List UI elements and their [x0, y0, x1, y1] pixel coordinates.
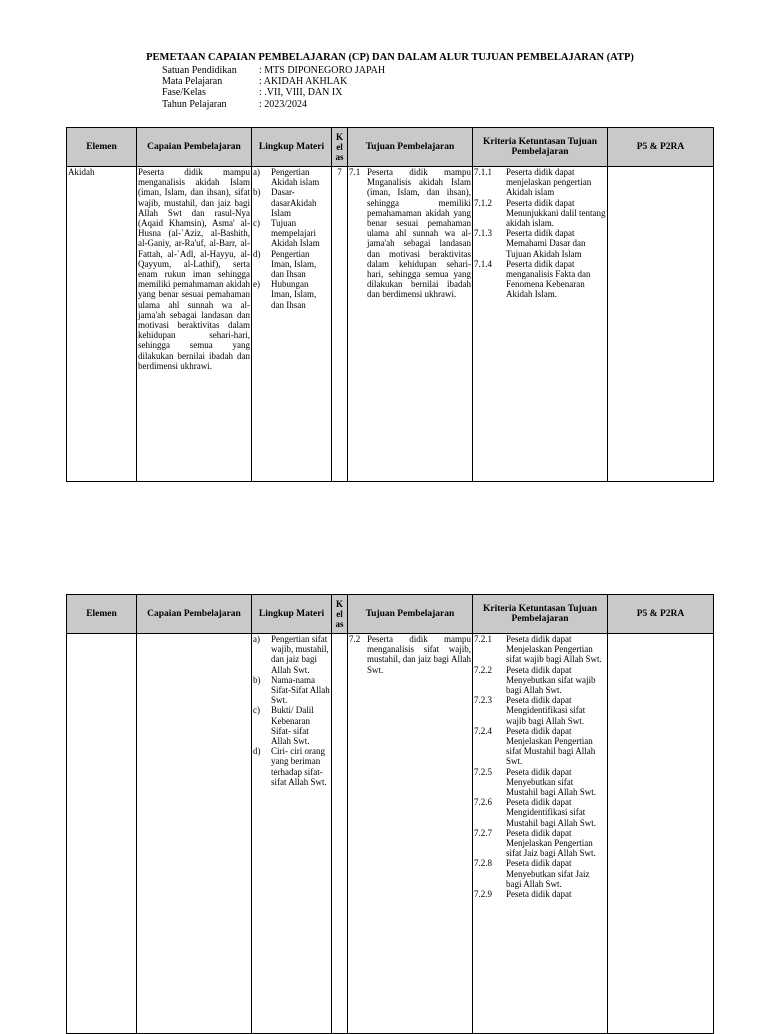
lingkup-cell [252, 167, 332, 482]
list-item [253, 249, 330, 280]
list-item [474, 858, 606, 889]
list-text: Peserta didik mampu menganalisis sifat wajib, mustahil, dan jaiz bagi Allah Swt. [367, 634, 471, 675]
list-text: Peseta didik dapat Menjelaskan Pengertian sifat Jaiz bagi Allah Swt. [506, 827, 596, 859]
list-text: Peseta didik dapat Mengidentifikasi sifat Mustahil bagi Allah Swt. [506, 797, 596, 828]
list-marker: 7.2.7 [474, 827, 492, 838]
header-tujuan: Tujuan Pembelajaran [348, 595, 473, 634]
document-meta [162, 65, 385, 110]
list-text: Peseta didik dapat Menjelaskan Pengertian sifat Mustahil bagi Allah Swt. [506, 725, 596, 767]
header-kriteria: Kriteria Ketuntasan Tujuan Pembelajaran [473, 128, 608, 167]
list-item [474, 167, 606, 198]
list-text: Tujuan mempelajari Akidah Islam [271, 218, 320, 249]
list-item [253, 279, 330, 310]
meta-label: Fase/Kelas [162, 87, 206, 99]
header-kelas: K el as [332, 595, 348, 634]
list-marker: d) [253, 248, 261, 259]
list-marker: d) [253, 746, 261, 757]
meta-value: : .VII, VIII, DAN IX [259, 87, 343, 99]
list-item [253, 746, 330, 787]
list-text: Peserta didik mampu Mnganalisis akidah Islam (iman, Islam, dan ihsan), sehingga memiliki pemahamaman akidah yang benar sesuai pemahaman ulama ahl sunnah wa al-jama'ah sebagai landasan dan motivasi beraktivitas dalam kehidupan sehari-hari, sehingga semua yang dilakukan bernilai ibadah dan berdimensi ukhrawi. [367, 167, 471, 300]
meta-row [162, 65, 385, 76]
kriteria-cell [473, 634, 608, 1034]
meta-value: : AKIDAH AKHLAK [259, 76, 348, 88]
list-marker: 7.2.8 [474, 858, 492, 869]
list-text: Dasar-dasarAkidah Islam [271, 187, 317, 218]
list-item [253, 167, 330, 187]
list-marker: c) [253, 218, 260, 229]
list-text: Pengertian Iman, Islam, dan Ihsan [271, 248, 317, 280]
meta-row [162, 99, 385, 110]
meta-value: : MTS DIPONEGORO JAPAH [259, 65, 386, 76]
table-header-row [67, 595, 714, 634]
list-text: Peserta didik dapat Menunjukkani dalil tentang akidah islam. [506, 197, 606, 229]
list-text: Bukti/ Dalil Kebenaran Sifat- sifat Allah Swt. [271, 705, 314, 747]
table-header-row [67, 128, 714, 167]
atp-table-1 [66, 127, 714, 482]
list-item [474, 665, 606, 696]
list-item [253, 675, 330, 706]
list-marker: b) [253, 187, 261, 198]
elemen-cell [67, 634, 137, 1034]
atp-table-2 [66, 594, 714, 1034]
header-kriteria: Kriteria Ketuntasan Tujuan Pembelajaran [473, 595, 608, 634]
list-item [253, 634, 330, 675]
list-marker: 7.1.1 [474, 167, 492, 177]
meta-row [162, 87, 385, 98]
header-capaian: Capaian Pembelajaran [137, 595, 252, 634]
header-lingkup: Lingkup Materi [252, 595, 332, 634]
list-text: Peseta didik dapat Mengidentifikasi sifat wajib bagi Allah Swt. [506, 695, 586, 726]
header-capaian: Capaian Pembelajaran [137, 128, 252, 167]
list-text: Nama-nama Sifat-Sifat Allah Swt. [271, 674, 330, 706]
list-marker: 7.2.3 [474, 695, 492, 706]
list-text: Ciri- ciri orang yang beriman terhadap sifat- sifat Allah Swt. [271, 746, 327, 787]
list-marker: 7.2.1 [474, 634, 492, 644]
lingkup-cell [252, 634, 332, 1034]
tujuan-cell [348, 167, 473, 482]
elemen-cell: Akidah [67, 167, 137, 482]
list-item [474, 726, 606, 767]
list-item [474, 634, 606, 665]
meta-row [162, 76, 385, 87]
meta-label: Satuan Pendidikan [162, 65, 237, 76]
header-elemen: Elemen [67, 128, 137, 167]
list-text: Hubungan Iman, Islam, dan Ihsan [271, 279, 317, 310]
list-item [349, 167, 471, 300]
document-title: PEMETAAN CAPAIAN PEMBELAJARAN (CP) DAN DALAM ALUR TUJUAN PEMBELAJARAN (ATP) [146, 52, 634, 63]
header-p5: P5 & P2RA [608, 595, 714, 634]
table-row [67, 634, 714, 1034]
list-item [253, 218, 330, 249]
list-marker: 7.2.2 [474, 664, 492, 675]
kelas-cell [332, 634, 348, 1034]
list-marker: a) [253, 167, 260, 177]
list-item [349, 634, 471, 675]
list-text: Peserta didik dapat menganalisis Fakta dan Fenomena Kebenaran Akidah Islam. [506, 258, 591, 300]
header-tujuan: Tujuan Pembelajaran [348, 128, 473, 167]
list-item [474, 828, 606, 859]
list-marker: 7.1.3 [474, 228, 492, 239]
list-text: Peserta didik dapat menjelaskan pengertian Akidah islam [506, 167, 592, 198]
list-marker: 7.2 [349, 634, 361, 644]
list-item [474, 889, 606, 899]
list-text: Peseta didik dapat Menyebutkan sifat Mustahil bagi Allah Swt. [506, 766, 596, 798]
capaian-cell [137, 634, 252, 1034]
list-item [474, 797, 606, 828]
header-elemen: Elemen [67, 595, 137, 634]
list-item [474, 767, 606, 798]
list-marker: 7.1.2 [474, 197, 492, 208]
table-row [67, 167, 714, 482]
list-marker: 7.1 [349, 167, 361, 177]
meta-label: Tahun Pelajaran [162, 98, 227, 110]
list-marker: 7.2.9 [474, 889, 492, 900]
list-item [474, 695, 606, 726]
list-marker: e) [253, 279, 260, 290]
p5-cell [608, 634, 714, 1034]
meta-label: Mata Pelajaran [162, 76, 223, 88]
list-marker: c) [253, 705, 260, 716]
header-p5: P5 & P2RA [608, 128, 714, 167]
list-marker: 7.2.5 [474, 766, 492, 777]
header-lingkup: Lingkup Materi [252, 128, 332, 167]
list-item [253, 705, 330, 746]
list-marker: 7.2.6 [474, 797, 492, 808]
p5-cell [608, 167, 714, 482]
tujuan-cell [348, 634, 473, 1034]
kelas-cell: 7 [332, 167, 348, 482]
list-marker: 7.1.4 [474, 258, 492, 269]
list-text: Peserta didik dapat Memahami Dasar dan Tujuan Akidah Islam [506, 228, 586, 259]
list-item [474, 259, 606, 300]
list-marker: 7.2.4 [474, 725, 492, 736]
list-text: Pengertian Akidah islam [271, 167, 320, 188]
capaian-cell: Peserta didik mampu menganalisis akidah Islam (iman, Islam, dan ihsan), sifat wajib, mustahil, dan jaiz bagi Allah Swt dan rasul-Nya (Aqaid Khamsin), Asma' al-Husna (al-`Aziz, al-Bashith, al-Ganiy, ar-Ra'uf, al-Barr, al-Fattah, al-`Adl, al-Hayyu, al-Qayyum, al-Lathif), serta enam rukun iman sehingga memiliki pemahmaman akidah yang benar sesuai pemahaman ulama ahl sunnah wa al-jama'ah sebagai landasan dan motivasi beraktivitas dalam kehidupan sehari-hari, sehingga semua yang dilakukan bernilai ibadah dan berdimensi ukhrawi. [137, 167, 252, 482]
header-kelas: K el as [332, 128, 348, 167]
list-item [474, 228, 606, 259]
list-text: Peseta didik dapat Menyebutkan sifat Jaiz bagi Allah Swt. [506, 858, 590, 889]
list-text: Peseta didik dapat Menjelaskan Pengertian sifat wajib bagi Allah Swt. [506, 634, 602, 665]
kriteria-cell [473, 167, 608, 482]
list-marker: a) [253, 634, 260, 644]
list-text: Peseta didik dapat [506, 889, 572, 900]
list-text: Pengertian sifat wajib, mustahil, dan jaiz bagi Allah Swt. [271, 634, 329, 675]
list-item [253, 187, 330, 218]
list-text: Peseta didik dapat Menyebutkan sifat wajib bagi Allah Swt. [506, 664, 596, 696]
list-item [474, 198, 606, 229]
list-marker: b) [253, 674, 261, 685]
meta-value: : 2023/2024 [259, 98, 308, 110]
